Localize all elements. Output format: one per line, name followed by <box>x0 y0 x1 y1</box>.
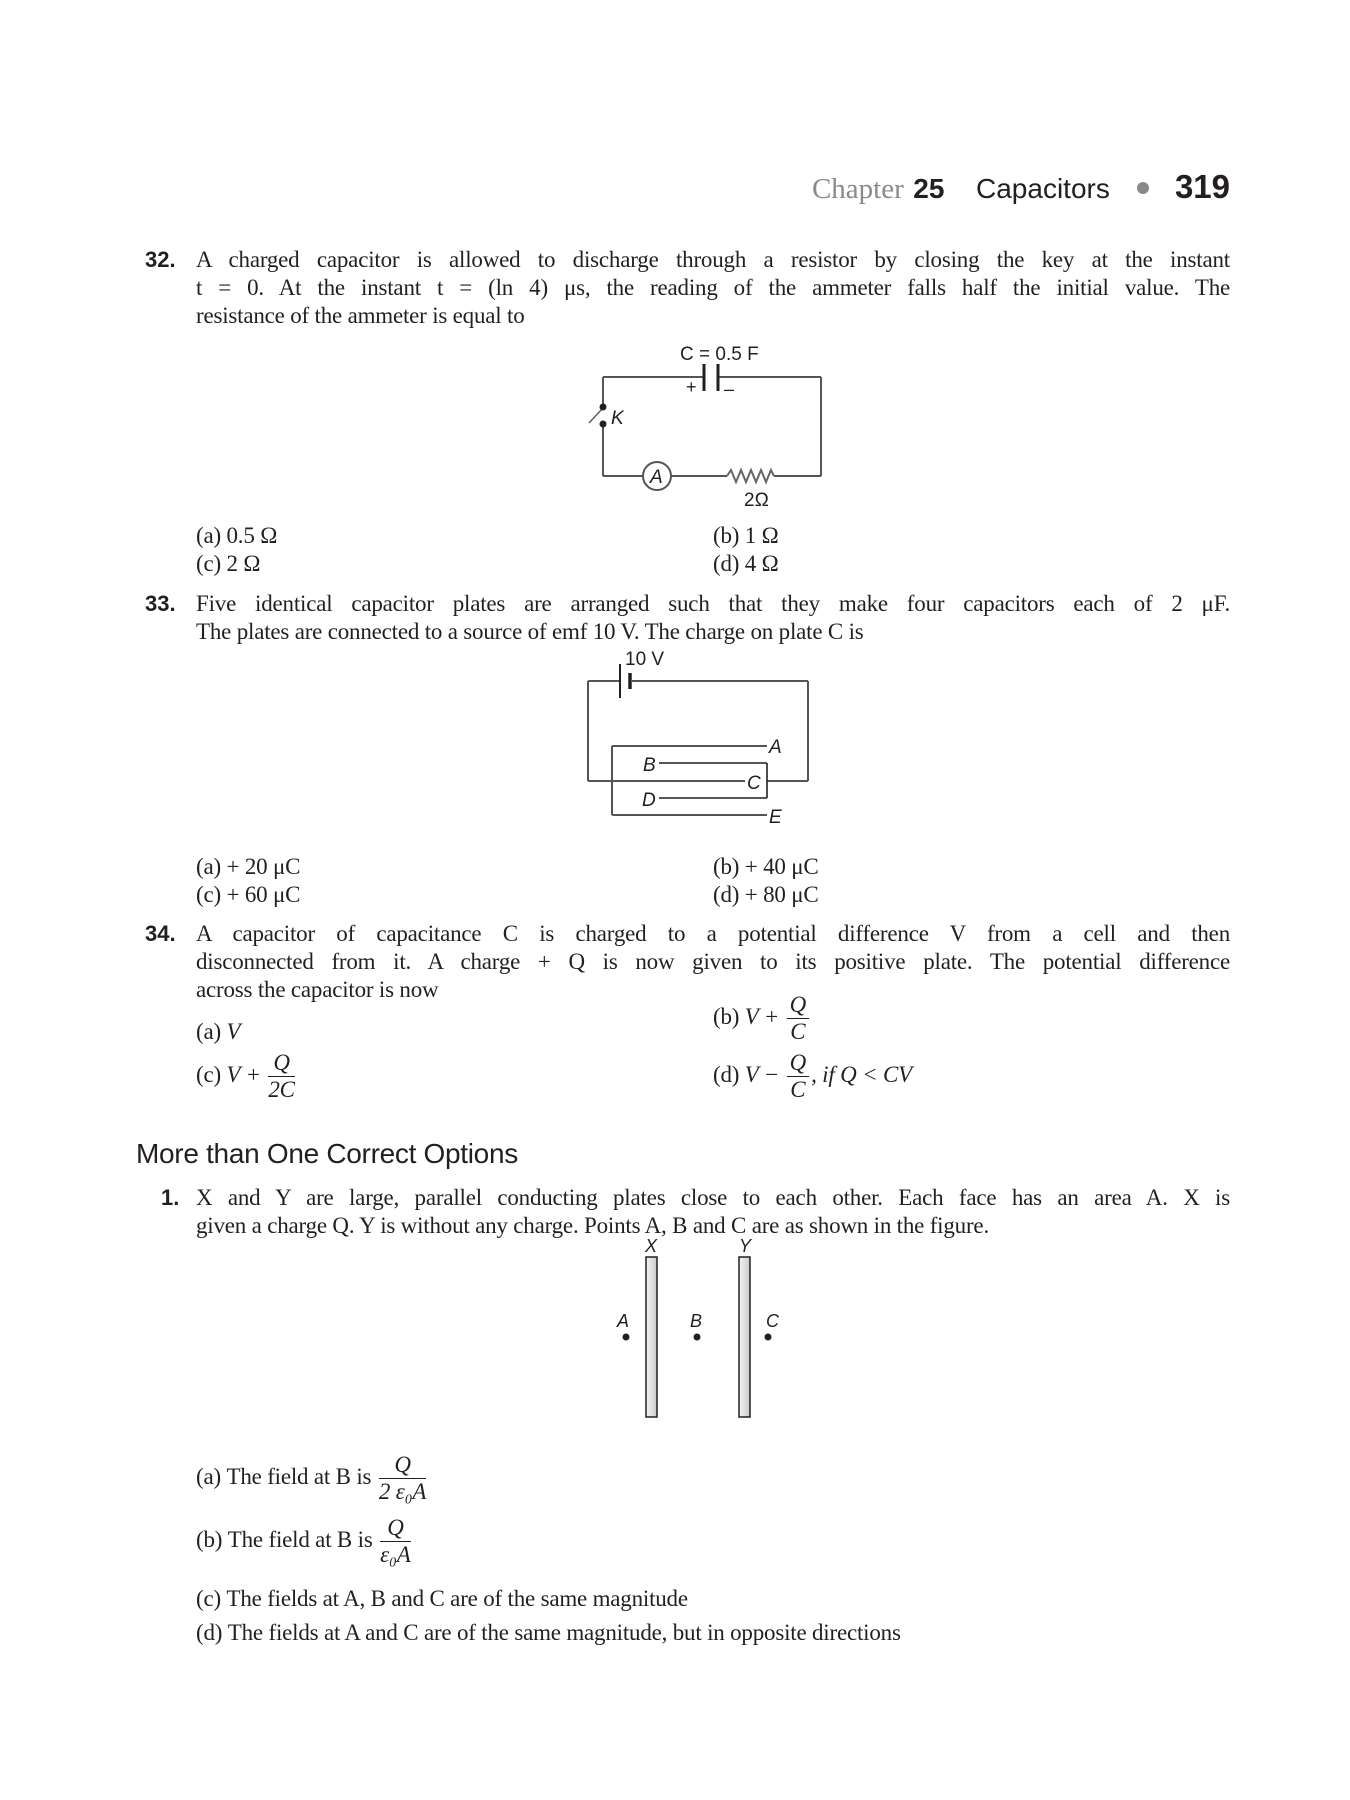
option-a[interactable]: (a) The field at B is $\frac{Q}{\text{2 ε₀A}}$ <box>196 1452 427 1504</box>
page-number: 319 <box>1174 168 1230 205</box>
plate-e-label: E <box>769 807 782 828</box>
switch-terminal-icon <box>600 404 607 411</box>
switch-terminal-icon <box>600 421 607 428</box>
option-d[interactable]: (d) The fields at A and C are of the same magnitude, but in opposite directions <box>196 1620 901 1645</box>
question-line: A charged capacitor is allowed to discharge through a resistor by closing the key at the instant <box>196 247 1230 272</box>
question-line: The plates are connected to a source of emf 10 V. The charge on plate C is <box>196 619 864 644</box>
question-line: given a charge Q. Y is without any charge. Points A, B and C are as shown in the figure. <box>196 1213 989 1238</box>
option-b[interactable]: (b) V + $\frac{Q}{C}$ <box>713 992 811 1045</box>
battery-label: 10 V <box>625 650 665 670</box>
question-text <box>196 590 1230 646</box>
capacitor-label: C = 0.5 F <box>680 344 759 365</box>
fraction: $\frac{Q}{C}$ <box>787 1050 809 1103</box>
option-c[interactable]: (c) 2 Ω <box>196 551 261 576</box>
question-text <box>196 1184 1230 1240</box>
five-plate-capacitor-figure <box>580 650 840 850</box>
point-c-label: C <box>766 1311 779 1331</box>
point-a-label: A <box>617 1311 630 1331</box>
fraction: $\frac{Q}{C}$ <box>787 992 809 1045</box>
question-line: resistance of the ammeter is equal to <box>196 303 525 328</box>
parallel-plates-figure <box>600 1238 820 1448</box>
point-b-dot <box>694 1334 701 1341</box>
point-c-dot <box>765 1334 772 1341</box>
plus-sign: + <box>686 377 697 397</box>
question-number: 32. <box>145 247 176 272</box>
resistor-label: 2Ω <box>744 490 769 511</box>
question-number: 1. <box>161 1185 180 1210</box>
chapter-number: 25 <box>913 173 945 204</box>
plate-y-label: Y <box>739 1238 752 1256</box>
option-d[interactable]: (d) + 80 μC <box>713 882 819 907</box>
question-line: t = 0. At the instant t = (ln 4) μs, the reading of the ammeter falls half the initial value. The <box>196 275 1230 300</box>
minus-sign: – <box>724 379 735 399</box>
fraction: $\frac{Q}{\text{ε₀A}}$ <box>380 1515 411 1567</box>
question-line: X and Y are large, parallel conducting plates close to each other. Each face has an area A. X is <box>196 1185 1230 1210</box>
question-number: 34. <box>145 921 176 946</box>
plate-x-label: X <box>645 1238 658 1256</box>
plate-b-label: B <box>643 755 656 776</box>
plate-y <box>739 1257 750 1417</box>
option-a[interactable]: (a) V <box>196 1019 241 1044</box>
chapter-title: Capacitors <box>976 173 1110 204</box>
question-line: A capacitor of capacitance C is charged to a potential difference V from a cell and then <box>196 921 1230 946</box>
chapter-word: Chapter <box>811 173 904 205</box>
ammeter-label: A <box>650 467 663 488</box>
section-heading: More than One Correct Options <box>136 1138 518 1169</box>
option-d[interactable]: (d) 4 Ω <box>713 551 779 576</box>
option-b[interactable]: (b) The field at B is $\frac{Q}{\text{ε₀A}}$ <box>196 1515 411 1567</box>
option-d[interactable]: (d) V − $\frac{Q}{C}$ , if Q < CV <box>713 1050 912 1102</box>
question-text <box>196 246 1230 330</box>
option-b[interactable]: (b) + 40 μC <box>713 854 819 879</box>
point-a-dot <box>623 1334 630 1341</box>
key-label: K <box>611 408 624 429</box>
option-a[interactable]: (a) 0.5 Ω <box>196 523 278 548</box>
option-c[interactable]: (c) + 60 μC <box>196 882 301 907</box>
option-c[interactable]: (c) V + $\frac{Q}{2C}$ <box>196 1050 295 1102</box>
question-line: disconnected from it. A charge + Q is now given to its positive plate. The potential difference <box>196 949 1230 974</box>
question-line: Five identical capacitor plates are arranged such that they make four capacitors each of 2 μF. <box>196 591 1230 616</box>
question-number: 33. <box>145 591 176 616</box>
plate-a-label: A <box>769 737 782 758</box>
plate-x <box>646 1257 657 1417</box>
plate-d-label: D <box>642 790 656 811</box>
question-line: across the capacitor is now <box>196 977 439 1002</box>
option-c[interactable]: (c) The fields at A, B and C are of the same magnitude <box>196 1586 688 1611</box>
fraction: $\frac{Q}{\text{2 ε₀A}}$ <box>378 1452 427 1504</box>
rc-circuit-figure <box>585 335 845 515</box>
option-b[interactable]: (b) 1 Ω <box>713 523 779 548</box>
plate-c-label: C <box>747 773 761 794</box>
fraction: $\frac{Q}{2C}$ <box>268 1050 295 1102</box>
point-b-label: B <box>690 1311 703 1331</box>
bullet-icon <box>1137 182 1149 194</box>
option-a[interactable]: (a) + 20 μC <box>196 854 301 879</box>
page-header <box>812 168 1230 206</box>
